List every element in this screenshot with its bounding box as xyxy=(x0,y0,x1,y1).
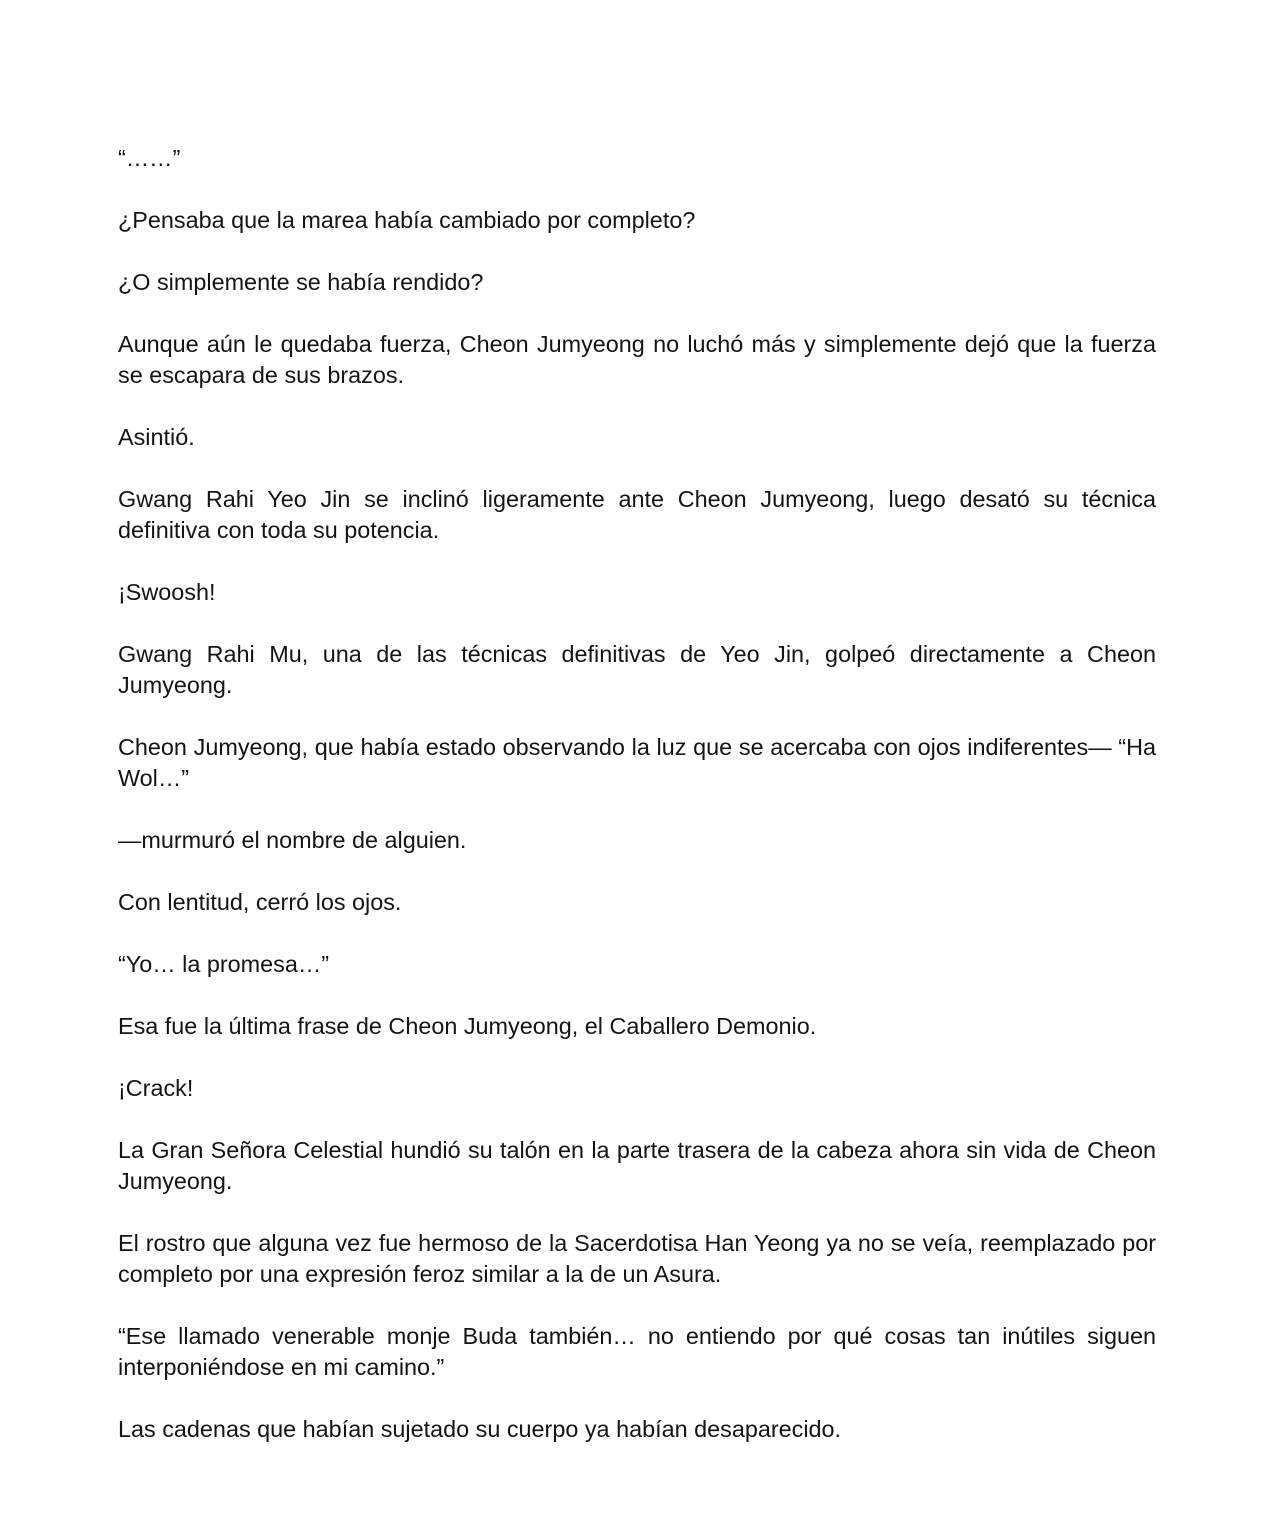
paragraph: “Ese llamado venerable monje Buda también… no entiendo por qué cosas tan inútiles siguen interponiéndose en mi camino.” xyxy=(118,1323,1156,1380)
paragraph: Asintió. xyxy=(118,424,195,450)
paragraph: Aunque aún le quedaba fuerza, Cheon Jumyeong no luchó más y simplemente dejó que la fuerza se escapara de sus brazos. xyxy=(118,331,1156,388)
paragraph: La Gran Señora Celestial hundió su talón en la parte trasera de la cabeza ahora sin vida de Cheon Jumyeong. xyxy=(118,1137,1156,1194)
paragraph: Esa fue la última frase de Cheon Jumyeong, el Caballero Demonio. xyxy=(118,1013,817,1039)
paragraph: Gwang Rahi Yeo Jin se inclinó ligeramente ante Cheon Jumyeong, luego desató su técnica definitiva con toda su potencia. xyxy=(118,486,1156,543)
paragraph: ¿Pensaba que la marea había cambiado por completo? xyxy=(118,207,696,233)
paragraph: “……” xyxy=(118,145,181,171)
paragraph: ¡Crack! xyxy=(118,1075,194,1101)
document-page xyxy=(118,143,1156,1445)
paragraph: Cheon Jumyeong, que había estado observando la luz que se acercaba con ojos indiferentes— “Ha Wol…” xyxy=(118,734,1156,791)
paragraph: El rostro que alguna vez fue hermoso de la Sacerdotisa Han Yeong ya no se veía, reemplazado por completo por una expresión feroz similar a la de un Asura. xyxy=(118,1230,1156,1287)
paragraph: Gwang Rahi Mu, una de las técnicas definitivas de Yeo Jin, golpeó directamente a Cheon Jumyeong. xyxy=(118,641,1156,698)
paragraph: —murmuró el nombre de alguien. xyxy=(118,827,467,853)
paragraph: ¿O simplemente se había rendido? xyxy=(118,269,484,295)
paragraph: Las cadenas que habían sujetado su cuerpo ya habían desaparecido. xyxy=(118,1416,842,1442)
paragraph: ¡Swoosh! xyxy=(118,579,216,605)
paragraph: Con lentitud, cerró los ojos. xyxy=(118,889,402,915)
paragraph: “Yo… la promesa…” xyxy=(118,951,330,977)
